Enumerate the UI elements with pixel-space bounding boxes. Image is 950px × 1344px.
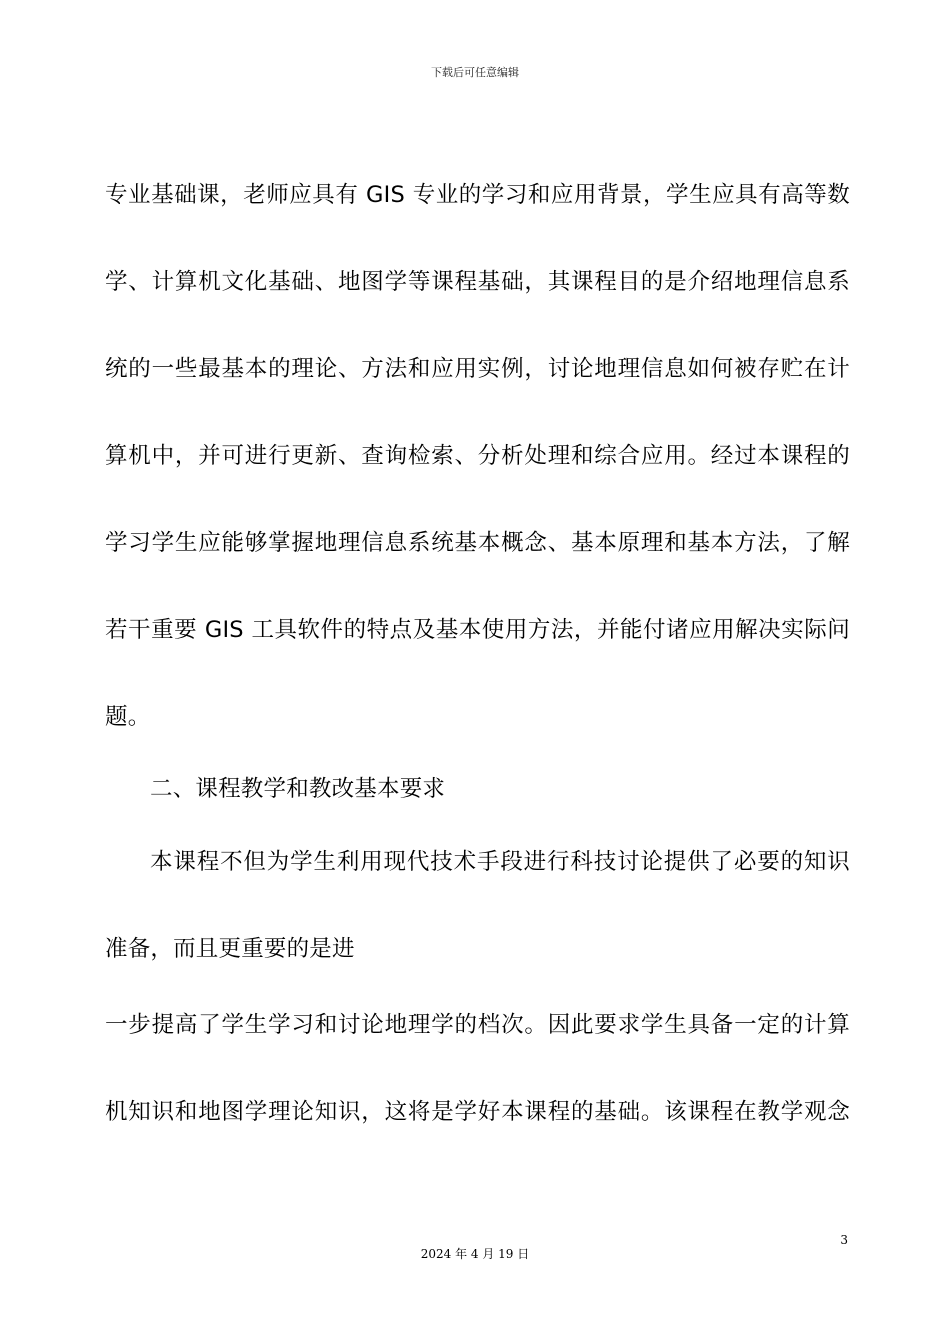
page-number: 3 <box>840 1233 848 1247</box>
body-line-10: 准备，而且更重要的是进 <box>105 936 355 962</box>
footer-date: 2024 年 4 月 19 日 <box>420 1247 530 1261</box>
body-line-9: 本课程不但为学生利用现代技术手段进行科技讨论提供了必要的知识 <box>150 849 850 875</box>
body-line-5: 学习学生应能够掌握地理信息系统基本概念、基本原理和基本方法，了解 <box>105 530 850 556</box>
body-line-7: 题。 <box>105 704 151 730</box>
body-line-11: 一步提高了学生学习和讨论地理学的档次。因此要求学生具备一定的计算 <box>105 1012 850 1038</box>
section-heading: 二、课程教学和教改基本要求 <box>150 776 446 802</box>
body-line-1: 专业基础课，老师应具有 GIS 专业的学习和应用背景，学生应具有高等数 <box>105 182 850 208</box>
body-line-2: 学、计算机文化基础、地图学等课程基础，其课程目的是介绍地理信息系 <box>105 269 850 295</box>
body-line-6: 若干重要 GIS 工具软件的特点及基本使用方法，并能付诸应用解决实际问 <box>105 617 850 643</box>
body-line-3: 统的一些最基本的理论、方法和应用实例，讨论地理信息如何被存贮在计 <box>105 356 850 382</box>
body-line-12: 机知识和地图学理论知识，这将是学好本课程的基础。该课程在教学观念 <box>105 1099 850 1125</box>
page-header: 下载后可任意编辑 <box>431 66 519 79</box>
body-line-4: 算机中，并可进行更新、查询检索、分析处理和综合应用。经过本课程的 <box>105 443 850 469</box>
